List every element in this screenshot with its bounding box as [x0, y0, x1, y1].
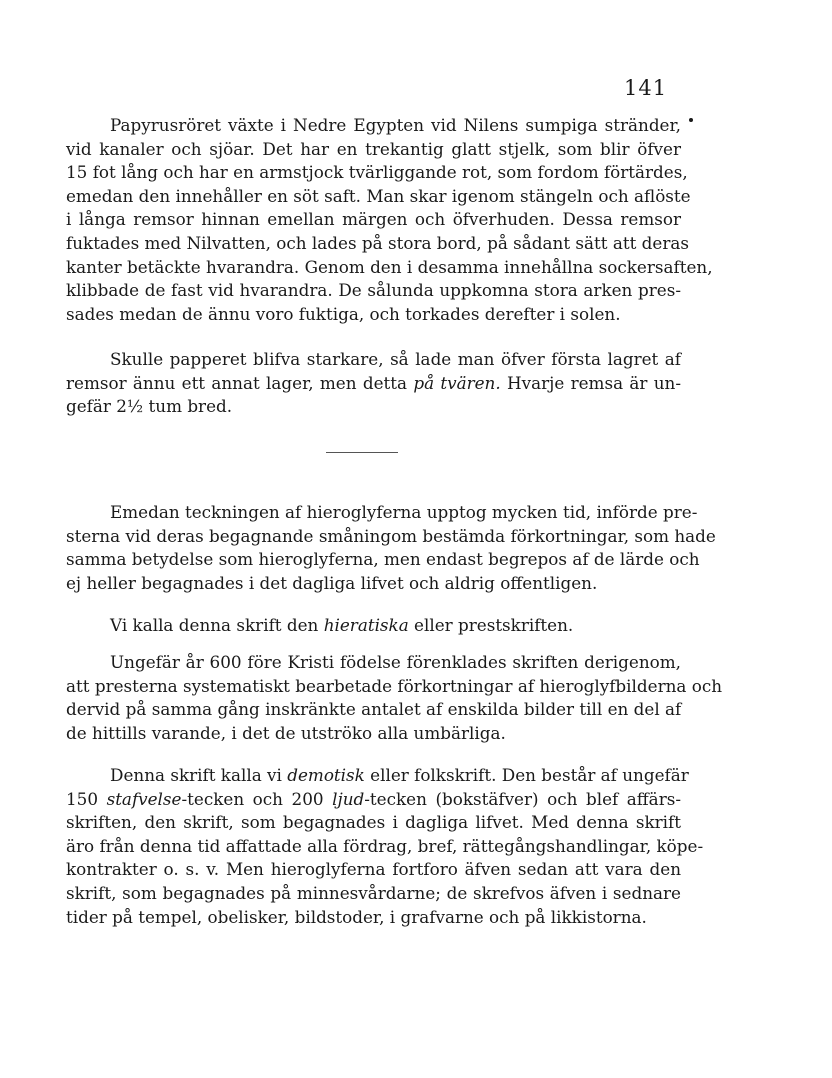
text-segment: Denna skrift kalla vi — [110, 765, 288, 785]
italic-term: hieratiska — [323, 615, 409, 635]
text-line: kanter betäckte hvarandra. Genom den i desamma innehållna sockersaften, — [66, 256, 713, 277]
text-segment: -tecken och 200 — [181, 788, 333, 809]
text-line: 15 fot lång och har en armstjock tvärliggande rot, som fordom förtärdes, — [66, 162, 688, 183]
text-line — [66, 614, 681, 638]
text-line: samma betydelse som hieroglyferna, men endast begrepos af de lärde och — [66, 549, 700, 570]
text-line: klibbade de fast vid hvarandra. De sålunda uppkomna stora arken pres- — [66, 280, 681, 301]
italic-term: demotisk — [287, 765, 365, 785]
text-line: tider på tempel, obelisker, bildstoder, i grafvarne och på likkistorna. — [66, 906, 647, 927]
text-segment: Hvarje remsa är un- — [500, 372, 681, 393]
text-line: Ungefär år 600 före Kristi födelse förenklades skriften derigenom, — [110, 652, 681, 672]
text-line: att presterna systematiskt bearbetade förkortningar af hieroglyfbilderna och — [66, 675, 723, 696]
text-line: skrift, som begagnades på minnesvårdarne; de skrefvos äfven i sednare — [66, 882, 681, 903]
text-line: Emedan teckningen af hieroglyferna upptog mycken tid, införde pre- — [110, 502, 698, 522]
text-line: de hittills varande, i det de utströko alla umbärliga. — [66, 722, 506, 743]
text-segment: -tecken (bokstäfver) och blef affärs- — [364, 788, 681, 809]
paragraph-hieratic-name — [66, 614, 681, 638]
text-line: skriften, den skrift, som begagnades i dagliga lifvet. Med denna skrift — [66, 812, 681, 833]
text-line — [66, 764, 689, 788]
paragraph-hieratic-origin — [66, 501, 716, 595]
text-line: sades medan de ännu voro fuktiga, och torkades derefter i solen. — [66, 303, 621, 324]
paragraph-demotic — [66, 764, 704, 929]
text-segment: eller prestskriften. — [408, 615, 574, 635]
text-line: Papyrusröret växte i Nedre Egypten vid Nilens sumpiga stränder, — [110, 115, 681, 135]
text-line: kontrakter o. s. v. Men hieroglyferna fortforo äfven sedan att vara den — [66, 859, 681, 880]
text-line: ej heller begagnades i det dagliga lifvet och aldrig offentligen. — [66, 572, 598, 593]
page-mark — [689, 118, 693, 122]
italic-term: på tvären. — [413, 372, 501, 393]
text-segment: Vi kalla denna skrift den — [110, 615, 324, 635]
section-divider — [326, 452, 398, 453]
italic-term: stafvelse — [106, 788, 182, 809]
text-line: Skulle papperet blifva starkare, så lade man öfver första lagret af — [110, 349, 681, 369]
text-line — [66, 372, 681, 396]
text-line — [66, 788, 681, 812]
page-number: 141 — [624, 76, 668, 100]
text-line: i långa remsor hinnan emellan märgen och öfverhuden. Dessa remsor — [66, 209, 681, 230]
paragraph-papyrus — [66, 114, 713, 326]
text-line: emedan den innehåller en söt saft. Man skar igenom stängeln och aflöste — [66, 185, 691, 206]
paragraph-simplification — [66, 651, 723, 745]
text-line: äro från denna tid affattade alla fördrag, bref, rättegångshandlingar, köpe- — [66, 835, 704, 856]
text-segment: eller folkskrift. Den består af ungefär — [364, 765, 689, 785]
text-line: dervid på samma gång inskränkte antalet af enskilda bilder till en del af — [66, 699, 682, 720]
text-segment: remsor ännu ett annat lager, men detta — [66, 372, 414, 393]
text-line: gefär 2½ tum bred. — [66, 396, 233, 417]
italic-term: ljud — [332, 788, 365, 809]
text-line: vid kanaler och sjöar. Det har en trekantig glatt stjelk, som blir öfver — [66, 138, 681, 159]
text-segment: 150 — [66, 788, 107, 809]
paragraph-paper-strength — [66, 348, 681, 419]
text-line: fuktades med Nilvatten, och lades på stora bord, på sådant sätt att deras — [66, 232, 689, 253]
text-line: sterna vid deras begagnande småningom bestämda förkortningar, som hade — [66, 525, 716, 546]
